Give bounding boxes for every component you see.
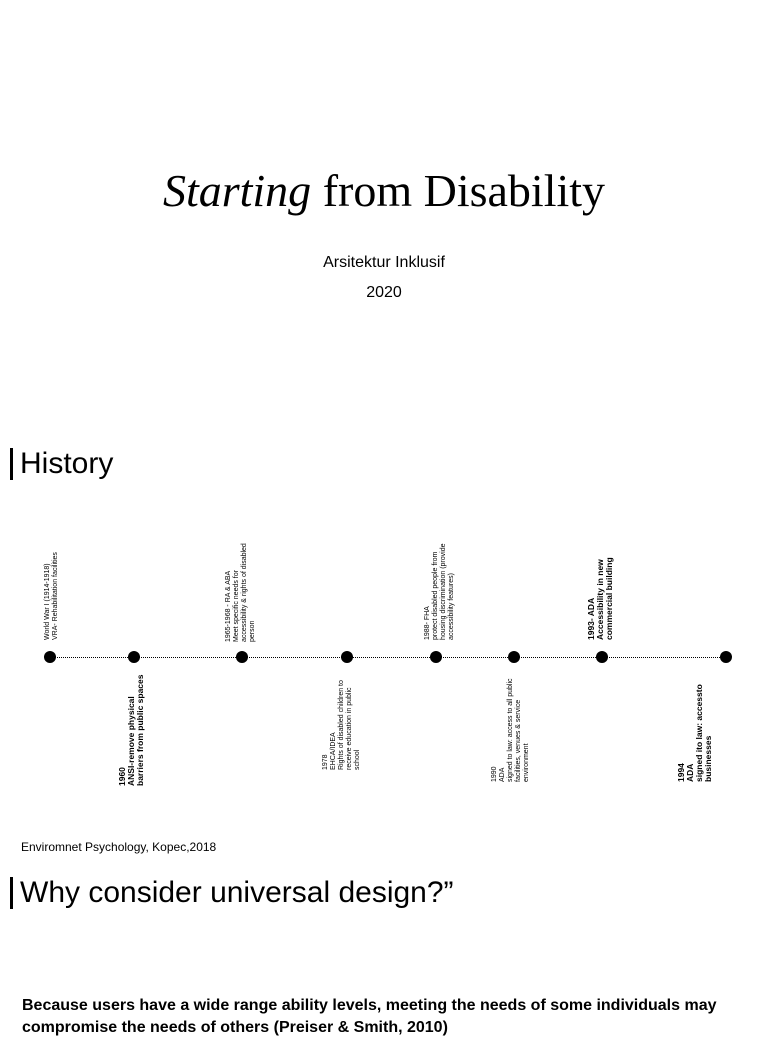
timeline-dot: [236, 651, 248, 663]
subtitle-year: 2020: [366, 284, 402, 301]
title-italic: Starting: [162, 165, 312, 216]
timeline-event-1918: World War I (1914-1918) VRA- Rehabilitation facilities: [44, 552, 59, 640]
timeline-event-1960: 1960 ANSI-remove physical barriers from public spaces: [117, 674, 145, 786]
why-heading: [10, 875, 454, 911]
timeline-dot: [596, 651, 608, 663]
timeline-event-1990: 1990 ADA signed to law: access to all public facilities, venues & service environment: [491, 678, 530, 782]
history-heading-text: History: [20, 447, 114, 480]
page-title: [0, 163, 768, 219]
history-heading: [10, 446, 113, 482]
timeline-dot: [44, 651, 56, 663]
timeline-event-1988: 1988- FHA protect disabled people from housing discrimination (provide accessibility features): [424, 543, 455, 640]
timeline-axis: [50, 657, 726, 658]
subtitle-course: Arsitektur Inklusif: [323, 254, 445, 271]
timeline-dot: [341, 651, 353, 663]
timeline-dot: [128, 651, 140, 663]
timeline-event-1994: 1994 ADA signed ito law: accessto businesses: [676, 684, 713, 782]
citation: Enviromnet Psychology, Kopec,2018: [21, 840, 217, 854]
timeline-event-1993: 1993- ADA Accessibility in new commercial building: [586, 557, 614, 640]
timeline-dot: [508, 651, 520, 663]
body-paragraph: Because users have a wide range ability levels, meeting the needs of some individuals may compromise the needs of others (Preiser & Smith, 2010): [22, 997, 717, 1036]
timeline-event-1965: 1965-1968 - RA & ABA Meet specific needs for accessibility & rights of disabled person: [225, 543, 256, 642]
title-rest: from Disability: [311, 165, 606, 216]
why-heading-text: Why consider universal design?”: [20, 876, 454, 909]
heading-bar: [10, 448, 13, 480]
heading-bar: [10, 877, 13, 909]
timeline-event-1978: 1978 EHCA/IDEA Rights of disabled children to receive education in public school: [322, 680, 361, 770]
timeline-dot: [430, 651, 442, 663]
timeline-dot: [720, 651, 732, 663]
